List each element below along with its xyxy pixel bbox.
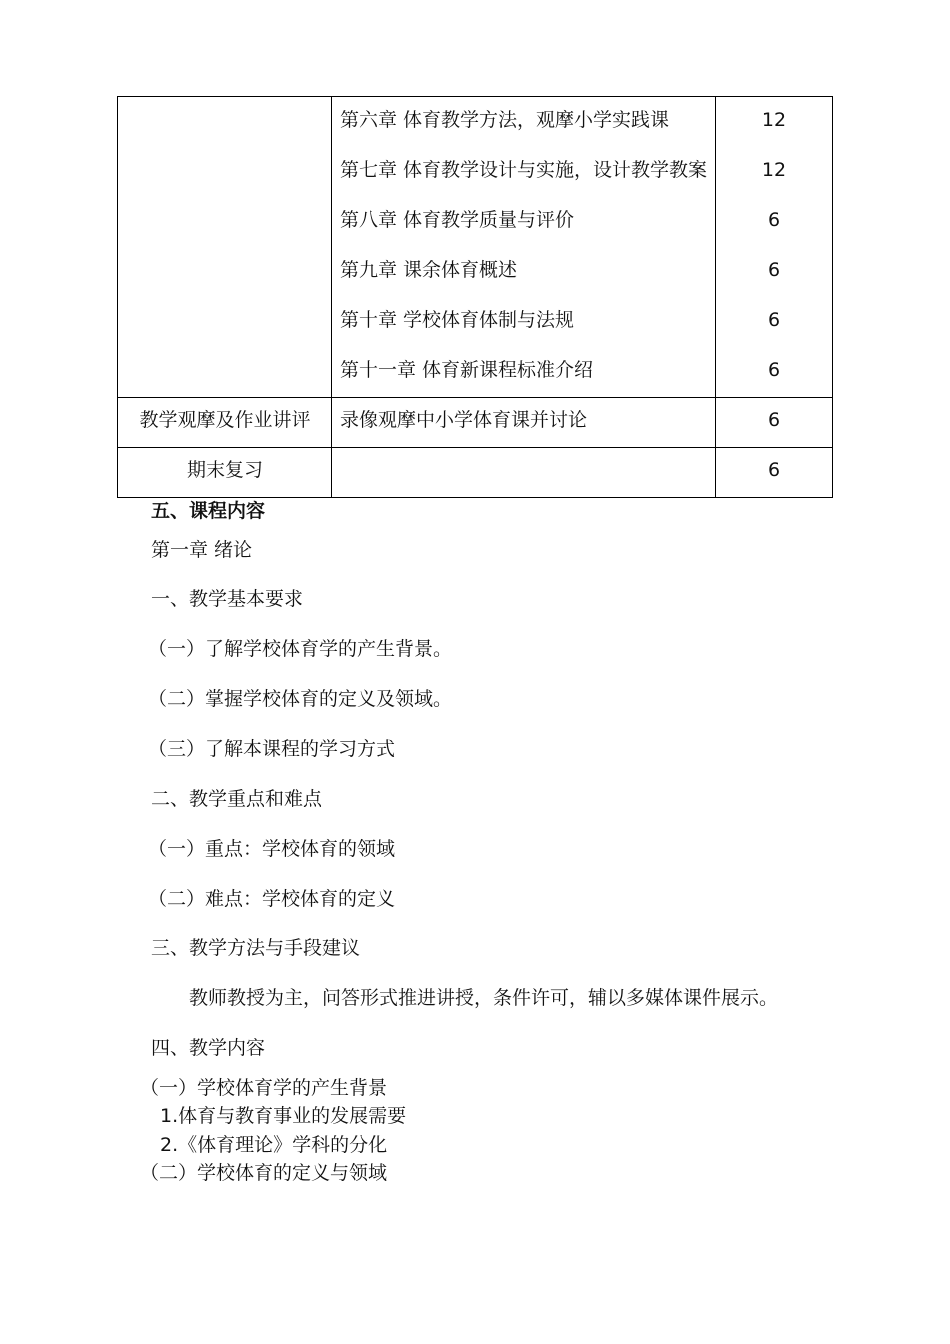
chapter-hours-cell: 12 [761,159,787,181]
key-point-item: （二）难点：学校体育的定义 [148,888,396,910]
observation-content-cell: 录像观摩中小学体育课并讨论 [340,409,588,431]
key-point-item: （一）重点：学校体育的领域 [148,838,396,860]
basic-requirements-heading: 一、教学基本要求 [151,588,304,610]
curriculum-hours-table [117,96,833,498]
table-row-divider [118,447,832,448]
chapter-content-cell: 第八章 体育教学质量与评价 [340,209,575,231]
key-points-heading: 二、教学重点和难点 [151,788,323,810]
chapter-content-cell: 第七章 体育教学设计与实施，设计教学教案 [340,159,708,181]
content-heading: 四、教学内容 [151,1037,266,1059]
table-column-divider [331,97,332,497]
content-item: 1.体育与教育事业的发展需要 [160,1105,407,1127]
requirement-item: （一）了解学校体育学的产生背景。 [148,638,453,660]
chapter-hours-cell: 6 [767,309,781,331]
chapter-hours-cell: 6 [767,209,781,231]
content-item: （二）学校体育的定义与领域 [140,1162,388,1184]
chapter-content-cell: 第十章 学校体育体制与法规 [340,309,575,331]
table-row-divider [118,397,832,398]
chapter-hours-cell: 12 [761,109,787,131]
methods-paragraph: 教师教授为主，问答形式推进讲授，条件许可，辅以多媒体课件展示。 [189,987,779,1009]
chapter-hours-cell: 6 [767,359,781,381]
observation-hours-cell: 6 [767,409,781,431]
content-item: 2.《体育理论》学科的分化 [160,1134,388,1156]
chapter-content-cell: 第九章 课余体育概述 [340,259,518,281]
chapter-title: 第一章 绪论 [151,539,253,561]
chapter-content-cell: 第六章 体育教学方法，观摩小学实践课 [340,109,670,131]
chapter-content-cell: 第十一章 体育新课程标准介绍 [340,359,594,381]
methods-heading: 三、教学方法与手段建议 [151,937,361,959]
section-heading: 五、课程内容 [151,500,266,522]
requirement-item: （二）掌握学校体育的定义及领域。 [148,688,453,710]
requirement-item: （三）了解本课程的学习方式 [148,738,396,760]
chapter-hours-cell: 6 [767,259,781,281]
review-hours-cell: 6 [767,459,781,481]
observation-type-cell: 教学观摩及作业讲评 [139,409,311,431]
content-item: （一）学校体育学的产生背景 [140,1077,388,1099]
review-type-cell: 期末复习 [186,459,263,481]
